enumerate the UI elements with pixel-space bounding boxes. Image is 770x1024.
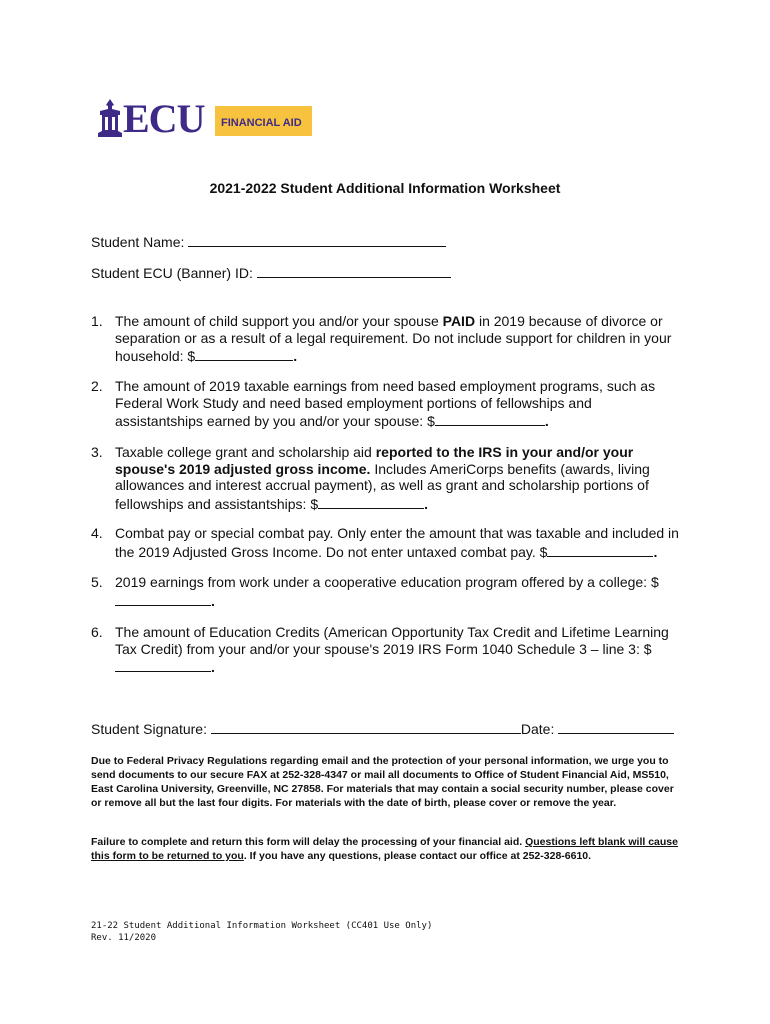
question-text: The amount of Education Credits (American Opportunity Tax Credit and Lifetime Learning Tax Credit) from your and/or your spouse's 2019 IRS Form 1040 Schedule 3 – line 3: $	[115, 624, 669, 657]
question-6	[91, 624, 681, 676]
question-text: The amount of child support you and/or your spouse	[115, 313, 443, 329]
question-emphasis: reported to the IRS in your and/or your spouse's 2019 adjusted gross income.	[115, 444, 634, 477]
period: .	[293, 348, 298, 364]
logo-text: ECU	[123, 96, 205, 141]
student-name-field[interactable]	[188, 232, 446, 247]
question-text-cont: Includes AmeriCorps benefits (awards, living allowances and interest accrual payment), as well as grant and scholarship portions of fellowships and assistantships: $	[115, 460, 650, 512]
signature-field[interactable]	[211, 719, 521, 734]
question-emphasis: PAID	[442, 313, 476, 329]
question-5	[91, 574, 681, 609]
question-text: Taxable college grant and scholarship aid	[115, 444, 376, 460]
amount-field-5[interactable]	[115, 591, 211, 606]
period: .	[544, 413, 549, 429]
amount-field-4[interactable]	[547, 542, 653, 557]
question-3	[91, 444, 681, 512]
amount-field-2[interactable]	[435, 411, 545, 426]
document-title: 2021-2022 Student Additional Information Worksheet	[209, 180, 561, 196]
ecu-logo-emblem	[96, 97, 124, 141]
question-4	[91, 525, 681, 560]
question-text: Combat pay or special combat pay. Only enter the amount that was taxable and included in the 2019 Adjusted Gross Income. Do not enter untaxed combat pay. $	[115, 525, 679, 560]
question-text: 2019 earnings from work under a cooperative education program offered by a college: $	[115, 574, 659, 590]
failure-text: Failure to complete and return this form will delay the processing of your financial aid.	[91, 836, 526, 848]
period: .	[653, 543, 658, 560]
amount-field-3[interactable]	[318, 494, 424, 509]
question-number: 1.	[91, 313, 103, 329]
student-name-row	[91, 232, 446, 250]
student-name-label: Student Name:	[91, 234, 185, 250]
question-number: 6.	[91, 624, 103, 640]
amount-field-1[interactable]	[195, 346, 293, 361]
student-id-row	[91, 263, 451, 281]
date-label: Date:	[520, 721, 555, 737]
failure-notice	[91, 835, 681, 863]
period: .	[424, 495, 428, 512]
financial-aid-badge-text: FINANCIAL AID	[221, 117, 302, 129]
privacy-notice: Due to Federal Privacy Regulations regarding email and the protection of your personal information, we urge you to send documents to our secure FAX at 252-328-4347 or mail all documents to Office of Student Financial Aid, MS510, East Carolina University, Greenville, NC 27858. For materials that may contain a social security number, please cover or remove all but the last four digits. For materials with the date of birth, please cover or remove the year.	[91, 755, 674, 809]
period: .	[211, 592, 215, 609]
student-id-field[interactable]	[257, 263, 451, 278]
question-1	[91, 313, 681, 365]
question-number: 5.	[91, 574, 103, 590]
period: .	[211, 659, 215, 675]
question-number: 3.	[91, 444, 103, 460]
question-2	[91, 378, 681, 430]
footer-form-id: 21-22 Student Additional Information Worksheet (CC401 Use Only)	[91, 921, 433, 931]
date-field[interactable]	[558, 719, 674, 734]
signature-row	[91, 719, 674, 737]
footer	[91, 920, 432, 944]
signature-label: Student Signature:	[91, 721, 207, 737]
footer-revision: Rev. 11/2020	[91, 933, 157, 943]
failure-warning: Questions left blank will cause this form to be returned to you	[91, 836, 678, 862]
student-id-label: Student ECU (Banner) ID:	[91, 265, 253, 281]
question-text-cont: in 2019 because of divorce or separation or as a result of a legal requirement. Do not include support for children in your household: $	[115, 313, 672, 364]
amount-field-6[interactable]	[115, 657, 211, 672]
question-text: The amount of 2019 taxable earnings from need based employment programs, such as Federal Work Study and need based employment portions of fellowships and assistantships earned by you and/or your spouse: $	[115, 378, 656, 429]
failure-contact: . If you have any questions, please contact our office at 252-328-6610.	[243, 850, 592, 862]
question-number: 4.	[91, 525, 103, 541]
question-number: 2.	[91, 378, 103, 394]
